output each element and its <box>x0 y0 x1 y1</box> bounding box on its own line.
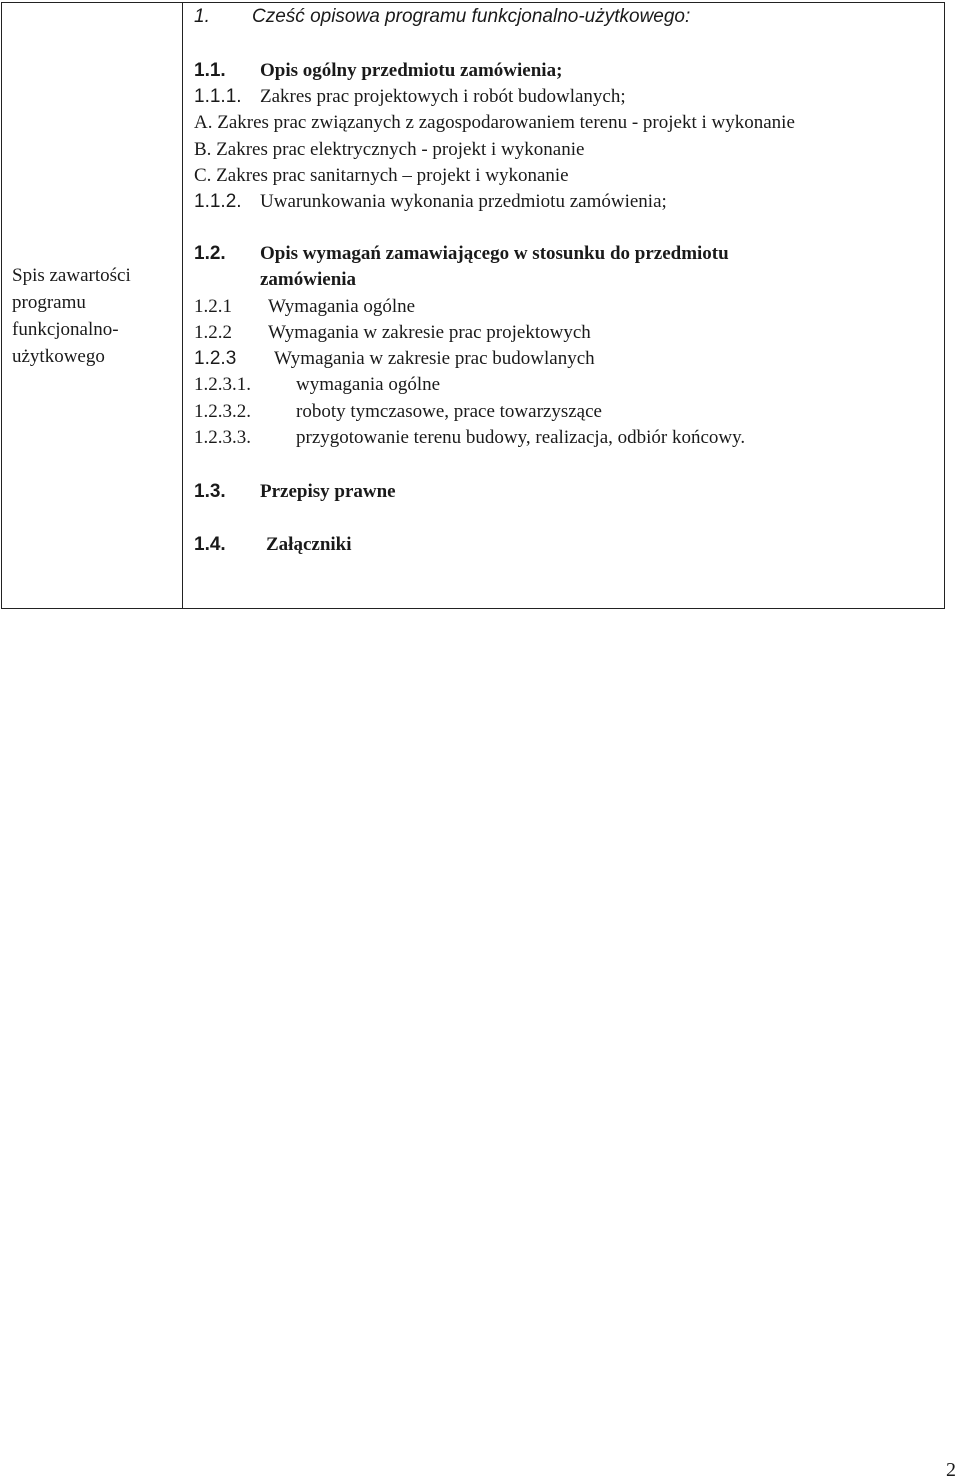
toc-item-b: B. Zakres prac elektrycznych - projekt i wykonanie <box>194 139 585 160</box>
entry-number: 1.1.2. <box>194 191 242 212</box>
entry-title: Zakres prac projektowych i robót budowlanych; <box>260 86 626 107</box>
toc-entry-1-1-1 <box>194 86 626 108</box>
entry-number: 1.2.1 <box>194 296 232 317</box>
table-left-cell <box>12 262 172 370</box>
left-cell-line: użytkowego <box>12 346 105 367</box>
toc-entry-1-2-2 <box>194 322 591 344</box>
toc-entry-1-2-1 <box>194 296 415 318</box>
section-heading <box>194 6 690 28</box>
entry-number: 1.2.2 <box>194 322 232 343</box>
table-column-divider <box>182 2 183 609</box>
entry-title: roboty tymczasowe, prace towarzyszące <box>296 401 602 422</box>
toc-entry-1-4 <box>194 534 352 556</box>
toc-item-a: A. Zakres prac związanych z zagospodarowaniem terenu - projekt i wykonanie <box>194 112 795 133</box>
entry-title: Opis wymagań zamawiającego w stosunku do przedmiotu <box>260 243 729 264</box>
entry-title: Przepisy prawne <box>260 481 396 502</box>
toc-entry-1-1-2 <box>194 191 667 213</box>
toc-entry-1-2-3-2 <box>194 401 602 423</box>
entry-title: Wymagania w zakresie prac budowlanych <box>274 348 595 369</box>
toc-entry-1-2-3-1 <box>194 374 440 396</box>
entry-number: 1.2.3.2. <box>194 401 251 422</box>
entry-number: 1.4. <box>194 534 226 555</box>
entry-number: 1.2.3.1. <box>194 374 251 395</box>
toc-entry-1-2-3-3 <box>194 427 745 449</box>
toc-entry-1-1 <box>194 60 562 82</box>
entry-number: 1.2. <box>194 243 226 264</box>
entry-number: 1.2.3.3. <box>194 427 251 448</box>
toc-entry-1-3 <box>194 481 396 503</box>
page-number: 2 <box>946 1459 956 1481</box>
left-cell-line: funkcjonalno- <box>12 319 119 340</box>
entry-title: Uwarunkowania wykonania przedmiotu zamówienia; <box>260 191 667 212</box>
entry-number: 1.1. <box>194 60 226 81</box>
entry-title: Wymagania w zakresie prac projektowych <box>268 322 591 343</box>
left-cell-line: programu <box>12 292 86 313</box>
entry-title: Załączniki <box>266 534 352 555</box>
section-title: Cześć opisowa programu funkcjonalno-użytkowego: <box>252 6 691 27</box>
toc-entry-1-2-3 <box>194 348 595 370</box>
toc-item-c: C. Zakres prac sanitarnych – projekt i wykonanie <box>194 165 569 186</box>
entry-number: 1.2.3 <box>194 348 237 369</box>
toc-entry-1-2-continuation: zamówienia <box>260 269 357 290</box>
entry-title: przygotowanie terenu budowy, realizacja, odbiór końcowy. <box>296 427 746 448</box>
toc-entry-1-2 <box>194 243 729 265</box>
entry-number: 1.3. <box>194 481 226 502</box>
left-cell-line: Spis zawartości <box>12 265 131 286</box>
entry-title: Wymagania ogólne <box>268 296 416 317</box>
entry-title: wymagania ogólne <box>296 374 441 395</box>
entry-number: 1.1.1. <box>194 86 242 107</box>
entry-title: Opis ogólny przedmiotu zamówienia; <box>260 60 563 81</box>
section-number: 1. <box>194 6 210 27</box>
